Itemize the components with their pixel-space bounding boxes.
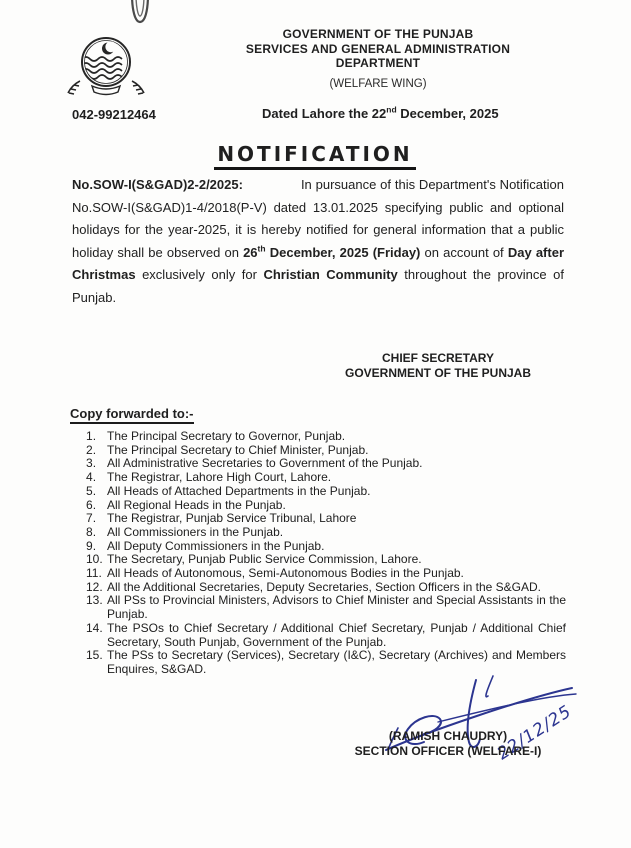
list-item: The Registrar, Punjab Service Tribunal, Lahore [107, 511, 357, 526]
list-item: The Registrar, Lahore High Court, Lahore. [107, 470, 332, 485]
body-text: In pursuance of this Department's Notification No.SOW-I(S&GAD)1-4/2018(P-V) dated 13.01.2025 specifying public and optional holidays for the year-2025, it is hereby notified for general information that a public holiday shall be observed on [72, 177, 564, 260]
notification-body [72, 174, 564, 310]
signature-ink [376, 668, 601, 783]
community-bold: Christian Community [263, 267, 398, 283]
punjab-government-emblem [62, 33, 150, 103]
list-item: The PSOs to Chief Secretary / Additional Chief Secretary, Punjab / Additional Chief Secretary, South Punjab, Government of the Punjab. [107, 620, 566, 649]
authority-title: CHIEF SECRETARY [381, 351, 494, 365]
body-text-mid1: on account of [420, 244, 508, 260]
phone-number: 042-99212464 [72, 107, 156, 122]
list-item: All Heads of Autonomous, Semi-Autonomous Bodies in the Punjab. [107, 566, 464, 581]
signatory-name: (RAMISH CHAUDRY) [388, 729, 508, 743]
signatory-title: SECTION OFFICER (WELFARE-I) [354, 744, 542, 758]
holiday-date-ordinal: th [257, 243, 266, 254]
list-item: All Commissioners in the Punjab. [107, 524, 284, 539]
signatory-block [327, 729, 569, 759]
list-item: The Secretary, Punjab Public Service Commission, Lahore. [107, 552, 422, 567]
list-item: All Heads of Attached Departments in the Punjab. [107, 483, 371, 498]
date-prefix: Dated Lahore the 22 [262, 106, 387, 121]
copy-forwarded-heading: Copy forwarded to:- [70, 406, 194, 424]
holiday-date-rest: December, 2025 (Friday) [265, 244, 421, 260]
notification-title: NOTIFICATION [214, 142, 415, 170]
department-name-line3: DEPARTMENT [335, 56, 421, 70]
list-item: The PSs to Secretary (Services), Secretary (I&C), Secretary (Archives) and Members Enquires, S&GAD. [107, 648, 566, 676]
letterhead [228, 27, 528, 90]
copy-forwarded-list [86, 430, 566, 677]
date-ordinal-suffix: nd [386, 104, 397, 115]
department-name-line1: GOVERNMENT OF THE PUNJAB [282, 27, 474, 41]
title-container [60, 142, 570, 170]
holiday-name-bold: Day after Christmas [72, 244, 565, 283]
department-name-line2: SERVICES AND GENERAL ADMINISTRATION [245, 41, 511, 56]
date-line [262, 106, 499, 121]
reference-number: No.SOW-I(S&GAD)2-2/2025: [72, 177, 243, 192]
list-item: All Administrative Secretaries to Government of the Punjab. [107, 456, 423, 471]
list-item: All Deputy Commissioners in the Punjab. [107, 538, 325, 553]
handwritten-date: 22/12/25 [493, 701, 576, 765]
list-item: All Regional Heads in the Punjab. [107, 497, 286, 512]
list-item: The Principal Secretary to Chief Minister, Punjab. [107, 442, 369, 457]
list-item: All the Additional Secretaries, Deputy Secretaries, Section Officers in the S&GAD. [107, 579, 541, 594]
body-text-mid2: exclusively only for [135, 267, 264, 283]
date-suffix: December, 2025 [396, 106, 499, 121]
paperclip-icon [118, 0, 162, 28]
list-item: All PSs to Provincial Ministers, Advisors to Chief Minister and Special Assistants in the Punjab. [107, 593, 566, 622]
signing-authority [308, 351, 568, 381]
body-text-end: throughout the province of Punjab. [72, 267, 564, 305]
authority-org: GOVERNMENT OF THE PUNJAB [344, 366, 531, 380]
holiday-date-bold: 26 [243, 244, 258, 260]
list-item: The Principal Secretary to Governor, Punjab. [107, 429, 346, 443]
wing-label: (WELFARE WING) [329, 77, 427, 90]
